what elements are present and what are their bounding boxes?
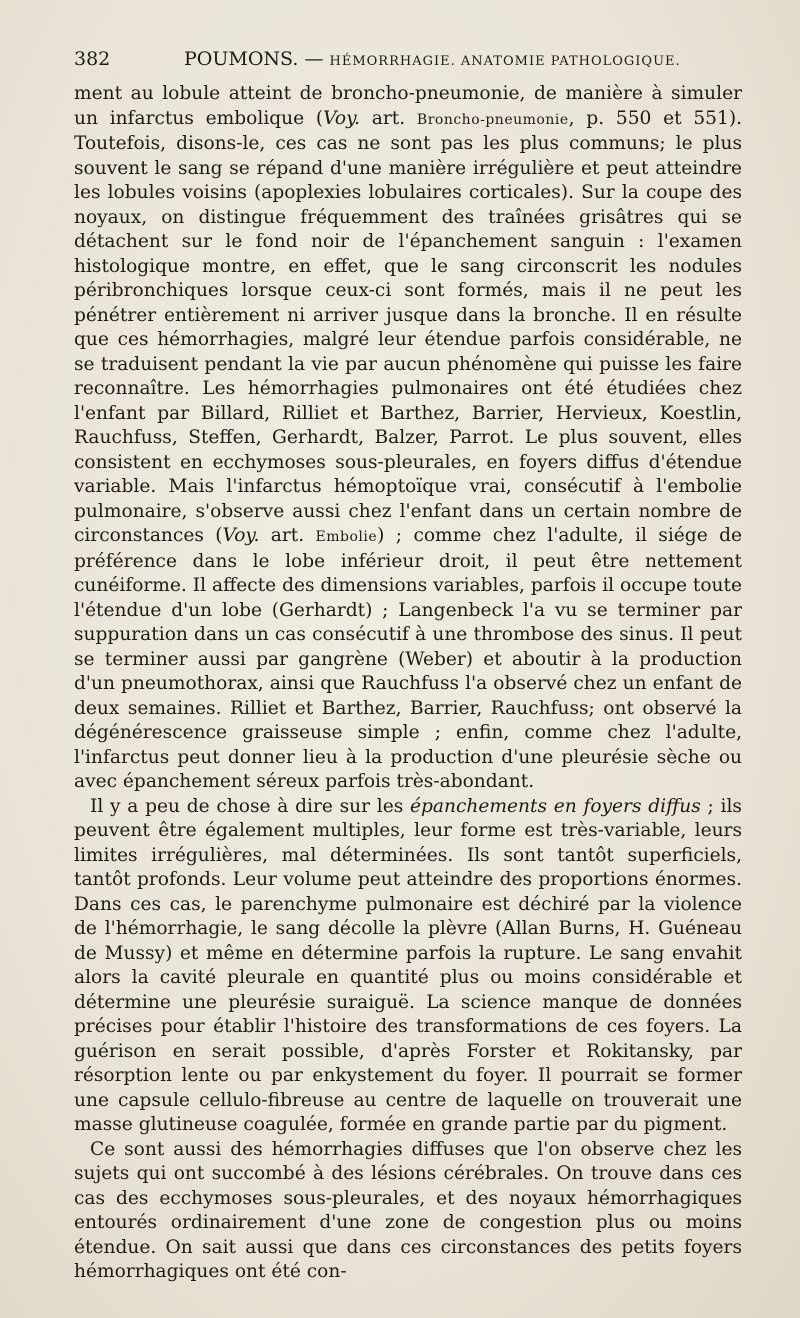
p1-text-2: art.	[360, 107, 417, 129]
cross-reference-embolie: Embolie	[315, 529, 378, 545]
section-title: HÉMORRHAGIE. ANATOMIE PATHOLOGIQUE.	[329, 54, 681, 69]
p1-text-4: art.	[259, 525, 316, 546]
p1-text-5: ) ; comme chez l'adulte, il siége de préférence dans le lobe inférieur droit, il peut être nettement cunéiforme. Il affecte des dimensions variables, parfois il occupe toute l'étendue d'un lobe (Gerhardt) ; Langenbeck l'a vu se terminer par suppuration dans un cas consécutif à une thrombose des sinus. Il peut se terminer aussi par gangrène (Weber) et aboutir à la production d'un pneumothorax, ainsi que Rauchfuss l'a observé chez un enfant de deux semaines. Rilliet et Barthez, Barrier, Rauchfuss; ont observé la dégénérescence graisseuse simple ; enfin, comme chez l'adulte, l'infarctus peut donner lieu à la production d'une pleurésie sèche ou avec épanchement séreux parfois très-abondant.	[74, 525, 742, 792]
p2-text-2: ; ils peuvent être également multiples, leur forme est très-variable, leurs limites irrégulières, mal déterminées. Ils sont tantôt superficiels, tantôt profonds. Leur volume peut atteindre des proportions énormes. Dans ces cas, le parenchyme pulmonaire est déchiré par la violence de l'hémorrhagie, le sang décolle la plèvre (Allan Burns, H. Guéneau de Mussy) et même en détermine parfois la rupture. Le sang envahit alors la cavité pleurale en quantité plus ou moins considérable et détermine une pleurésie suraiguë. La science manque de données précises pour établir l'histoire des transformations de ces foyers. La guérison en serait possible, d'après Forster et Rokitansky, par résorption lente ou par enkystement du foyer. Il pourrait se former une capsule cellulo-fibreuse au centre de laquelle on trouverait une masse glutineuse coagulée, formée en grande partie par du pigment.	[74, 795, 742, 1135]
cross-reference-broncho-pneumonie: Broncho-pneumonie	[416, 111, 569, 128]
paragraph-2	[74, 795, 742, 1138]
p1-text-1: ment au lobule atteint de broncho-pneumonie, de manière à simuler un infarctus embolique (	[74, 83, 742, 129]
body-text	[74, 82, 742, 1285]
chapter-title: POUMONS. —	[184, 48, 324, 70]
p3-text: Ce sont aussi des hémorrhagies diffuses que l'on observe chez les sujets qui ont succombé à des lésions cérébrales. On trouve dans ces cas des ecchymoses sous-pleurales, et des noyaux hémorrhagiques entourés ordinairement d'une zone de congestion plus ou moins étendue. On sait aussi que dans ces circonstances des petits foyers hémorrhagiques ont été con-	[74, 1138, 742, 1282]
page-header	[74, 48, 744, 78]
p1-text-3: , p. 550 et 551). Toutefois, disons-le, ces cas ne sont pas les plus communs; le plus souvent le sang se répand d'une manière irrégulière et peut atteindre les lobules voisins (apoplexies lobulaires corticales). Sur la coupe des noyaux, on distingue fréquemment des traînées grisâtres qui se détachent sur le fond noir de l'épanchement sanguin : l'examen histologique montre, en effet, que le sang circonscrit les nodules péribronchiques lorsque ceux-ci sont formés, mais il ne peut les pénétrer entièrement ni arriver jusque dans la bronche. Il en résulte que ces hémorrhagies, malgré leur étendue parfois considérable, ne se traduisent pendant la vie par aucun phénomène qui puisse les faire reconnaître. Les hémorrhagies pulmonaires ont été étudiées chez l'enfant par Billard, Rilliet et Barthez, Barrier, Hervieux, Koestlin, Rauchfuss, Steffen, Gerhardt, Balzer, Parrot. Le plus souvent, elles consistent en ecchymoses sous-pleurales, en foyers diffus d'étendue variable. Mais l'infarctus hémoptoïque vrai, consécutif à l'embolie pulmonaire, s'observe aussi chez l'enfant dans un certain nombre de circonstances (	[74, 107, 742, 546]
italic-term: épanchements en foyers diffus	[410, 795, 701, 817]
paragraph-3	[74, 1138, 742, 1285]
paragraph-1	[74, 82, 742, 795]
voy-reference: Voy.	[323, 107, 361, 129]
p2-text-1: Il y a peu de chose à dire sur les	[90, 795, 411, 817]
page-number: 382	[74, 48, 111, 70]
running-title	[184, 48, 681, 70]
voy-reference: Voy.	[222, 525, 260, 546]
